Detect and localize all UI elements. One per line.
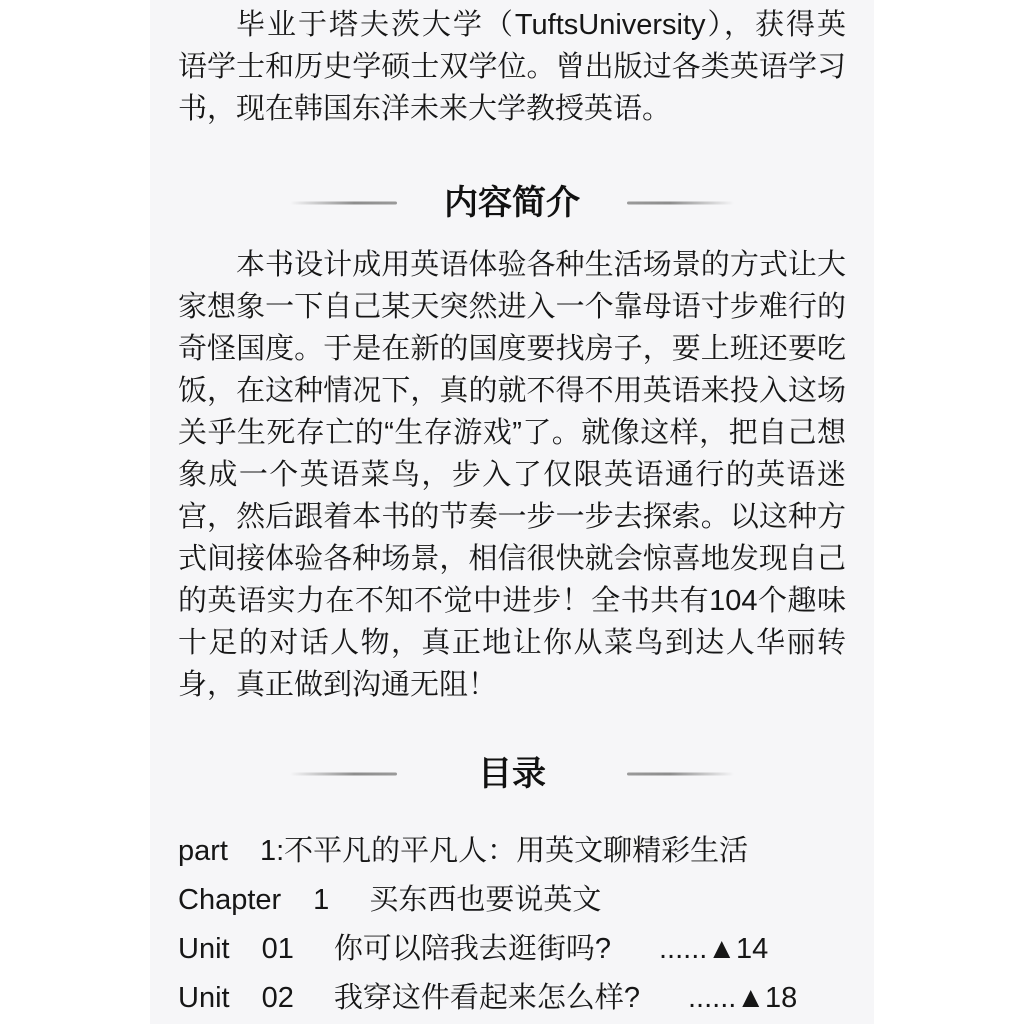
toc-unit-number: 02	[261, 982, 294, 1014]
toc-row-unit-02	[178, 974, 846, 1023]
header-rule-right	[627, 773, 734, 776]
header-rule-left	[290, 773, 397, 776]
toc-part-title: 不平凡的平凡人：用英文聊精彩生活	[284, 835, 749, 867]
toc-unit-label: Unit	[178, 933, 230, 965]
toc-part-number: 1:	[259, 835, 285, 867]
toc-unit-page-ref: ......▲18	[687, 982, 798, 1014]
toc-chapter-number: 1	[313, 884, 330, 916]
toc-row-chapter-1	[178, 876, 846, 925]
toc-section-title: 目录	[478, 755, 546, 793]
header-rule-left	[290, 202, 397, 205]
author-bio-paragraph: 毕业于塔夫茨大学（TuftsUniversity），获得英语学士和历史学硕士双学位。曾出版过各类英语学习书，现在韩国东洋未来大学教授英语。	[178, 9, 846, 125]
section-header-intro	[178, 182, 846, 224]
toc-row-part-1	[178, 827, 846, 876]
header-rule-right	[627, 202, 734, 205]
toc-chapter-label: Chapter	[178, 884, 282, 916]
book-description-page	[150, 0, 874, 1024]
toc-chapter-title: 买东西也要说英文	[369, 884, 602, 916]
section-header-toc	[178, 753, 846, 795]
toc-unit-page-ref: ......▲14	[658, 933, 769, 965]
table-of-contents	[178, 827, 846, 1023]
book-intro-paragraph: 本书设计成用英语体验各种生活场景的方式让大家想象一下自己某天突然进入一个靠母语寸步难行的奇怪国度。于是在新的国度要找房子，要上班还要吃饭，在这种情况下，真的就不得不用英语来投入这场关乎生死存亡的“生存游戏”了。就像这样，把自己想象成一个英语菜鸟，步入了仅限英语通行的英语迷宫，然后跟着本书的节奏一步一步去探索。以这种方式间接体验各种场景，相信很快就会惊喜地发现自己的英语实力在不知不觉中进步！全书共有104个趣味十足的对话人物，真正地让你从菜鸟到达人华丽转身，真正做到沟通无阻！	[178, 249, 846, 701]
toc-unit-label: Unit	[178, 982, 230, 1014]
toc-unit-title: 我穿这件看起来怎么样?	[333, 982, 640, 1014]
toc-row-unit-01	[178, 925, 846, 974]
intro-section-title: 内容简介	[444, 184, 580, 222]
toc-part-label: part	[178, 835, 228, 867]
toc-unit-title: 你可以陪我去逛街吗?	[333, 933, 611, 965]
toc-unit-number: 01	[261, 933, 294, 965]
